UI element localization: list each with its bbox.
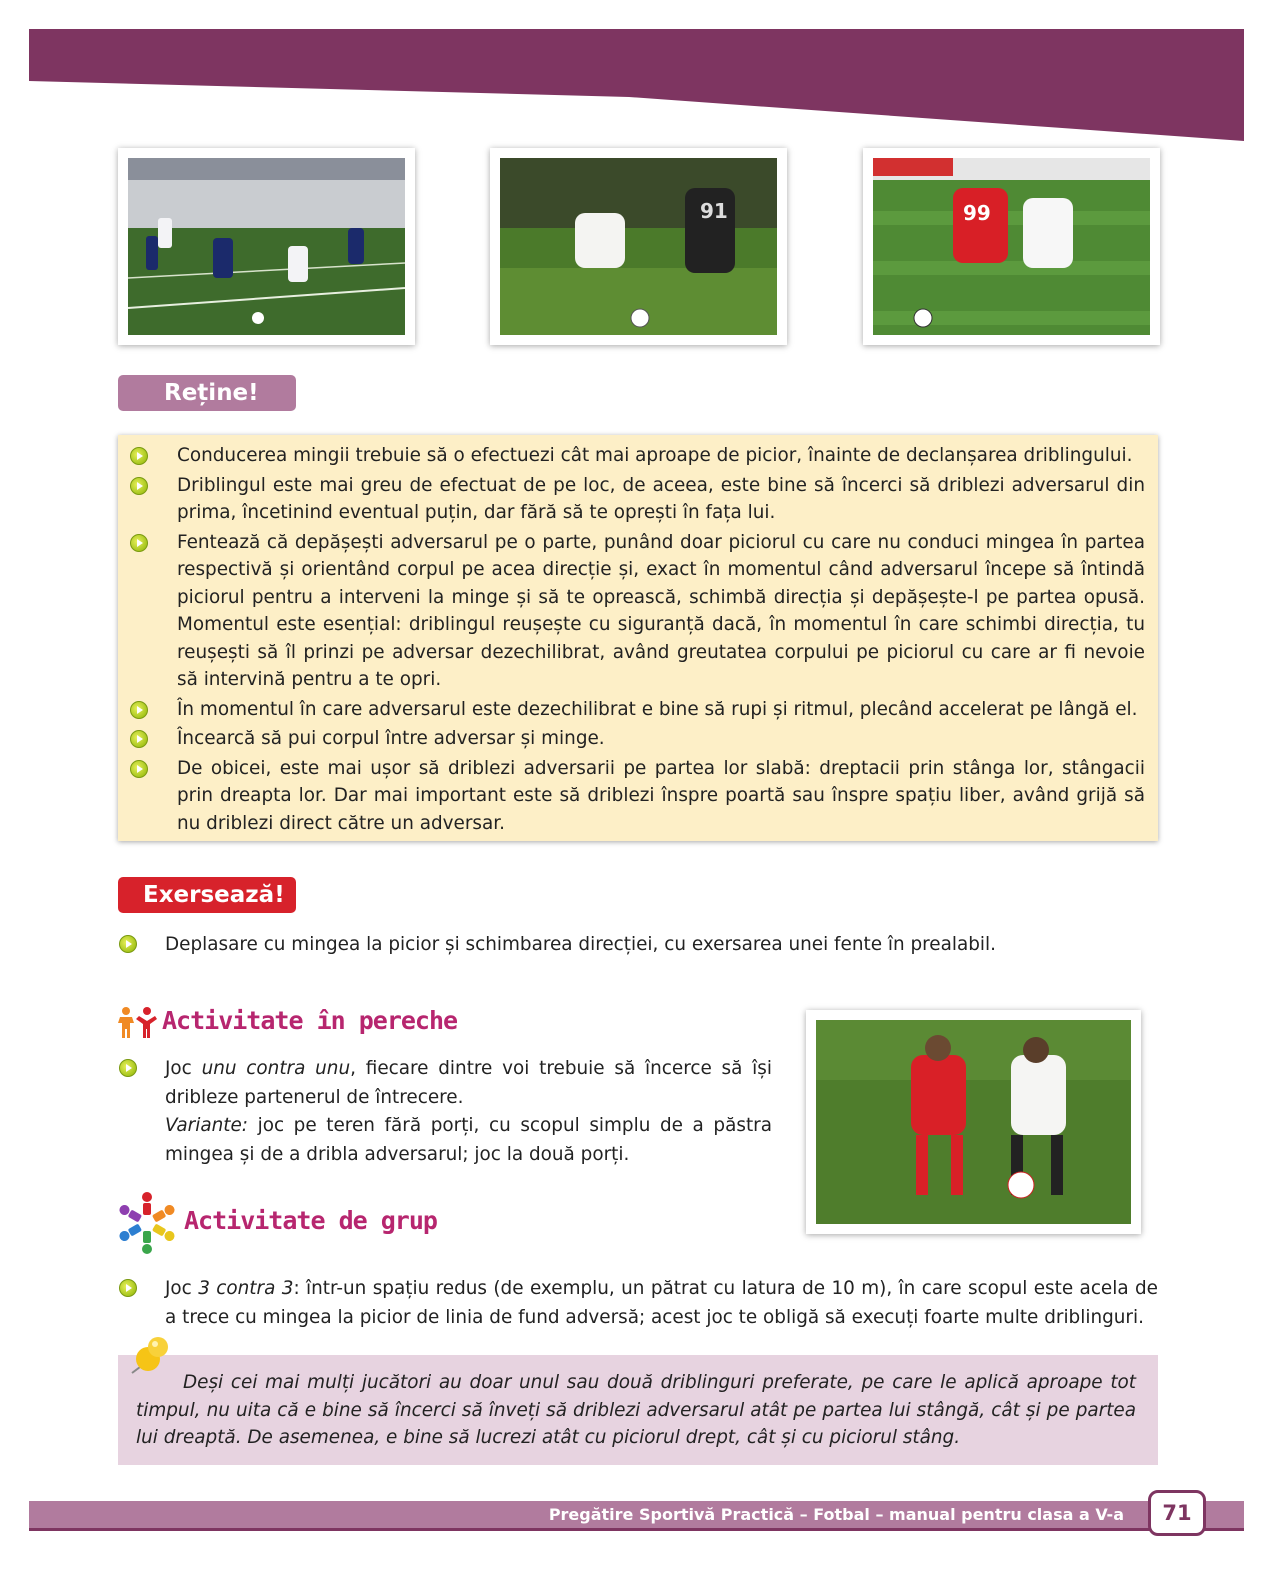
list-item: De obicei, este mai ușor să driblezi adversarii pe partea lor slabă: dreptacii prin stânga lor, stângacii prin dreapta lor. Dar mai important este să driblezi înspre poartă sau înspre spațiu liber, având grijă să nu driblezi direct către un adversar. <box>118 755 1158 838</box>
bullet-arrow-icon <box>130 477 148 495</box>
retine-box <box>118 435 1158 841</box>
list-item: Încearcă să pui corpul între adversar și minge. <box>118 725 1158 753</box>
soccer-duel-photo <box>863 148 1160 345</box>
youth-soccer-photo <box>806 1010 1141 1234</box>
svg-text:91: 91 <box>700 199 728 223</box>
exerseaza-tag <box>118 877 296 913</box>
pair-activity-icon <box>117 1006 159 1042</box>
svg-text:99: 99 <box>963 201 991 225</box>
tip-text: Deși cei mai mulți jucători au doar unul sau două driblinguri preferate, pe care le aplică aproape tot timpul, nu uita că e bine să încerci să înveți să driblezi adversarul atât pe partea lui stângă, cât și pe partea lui dreaptă. De asemenea, e bine să lucrezi atât cu piciorul drept, cât și cu piciorul stâng. <box>136 1372 1136 1448</box>
bullet-arrow-icon <box>119 1279 137 1297</box>
bullet-arrow-icon <box>130 760 148 778</box>
list-item: În momentul în care adversarul este dezechilibrat e bine să rupi și ritmul, plecând accelerat pe lângă el. <box>118 696 1158 724</box>
retine-title: Reține! <box>164 380 259 406</box>
pair-activity-text: Joc unu contra unu, fiecare dintre voi trebuie să încerce să își dribleze partenerul de întrecere. Variante: joc pe teren fără porți, cu scopul simplu de a păstra mingea și de a dribla adversarul; joc la două porți. <box>165 1055 772 1169</box>
bullet-arrow-icon <box>119 1059 137 1077</box>
bullet-arrow-icon <box>130 534 148 552</box>
list-item: Conducerea mingii trebuie să o efectuezi cât mai aproape de picior, înainte de declanșarea driblingului. <box>118 442 1158 470</box>
footer-text: Pregătire Sportivă Practică – Fotbal – manual pentru clasa a V-a <box>548 1505 1124 1524</box>
bullet-arrow-icon <box>130 701 148 719</box>
top-banner <box>29 29 1244 141</box>
group-activity-title: Activitate de grup <box>184 1206 437 1235</box>
list-item: Fentează că depășești adversarul pe o parte, punând doar piciorul cu care nu conduci mingea în partea respectivă și orientând corpul pe acea direcție și, exact în momentul când adversarul începe să întindă piciorul pentru a interveni la minge și să te oprească, schimbă direcția și depășește-l pe partea opusă. Momentul este esențial: driblingul reușește cu siguranță dacă, în momentul în care schimbi direcția, tu reușești să îl prinzi pe adversar dezechilibrat, având greutatea corpului pe piciorul cu care ar fi nevoie să intervină pentru a te opri. <box>118 529 1158 694</box>
group-activity-text: Joc 3 contra 3: într-un spațiu redus (de exemplu, un pătrat cu latura de 10 m), în care scopul este acela de a trece cu mingea la picior de linia de fund adversă; acest joc te obligă să execuți foarte multe driblinguri. <box>165 1275 1158 1332</box>
soccer-dribble-photo <box>490 148 787 345</box>
exerseaza-item: Deplasare cu mingea la picior și schimbarea direcției, cu exersarea unei fente în prealabil. <box>165 931 1065 960</box>
bullet-arrow-icon <box>130 730 148 748</box>
group-activity-icon <box>117 1190 177 1260</box>
tip-box <box>118 1355 1158 1465</box>
retine-tag <box>118 375 296 411</box>
retine-list <box>118 442 1158 839</box>
exerseaza-title: Exersează! <box>143 882 285 908</box>
pair-activity-title: Activitate în pereche <box>162 1006 458 1035</box>
bullet-arrow-icon <box>130 447 148 465</box>
bullet-arrow-icon <box>119 935 137 953</box>
page-number: 71 <box>1148 1490 1206 1536</box>
soccer-match-photo <box>118 148 415 345</box>
footer-bar <box>29 1501 1244 1531</box>
pushpin-icon <box>130 1335 172 1379</box>
list-item: Driblingul este mai greu de efectuat de pe loc, de aceea, este bine să încerci să driblezi adversarul din prima, încetinind eventual puțin, dar fără să te oprești în fața lui. <box>118 472 1158 527</box>
